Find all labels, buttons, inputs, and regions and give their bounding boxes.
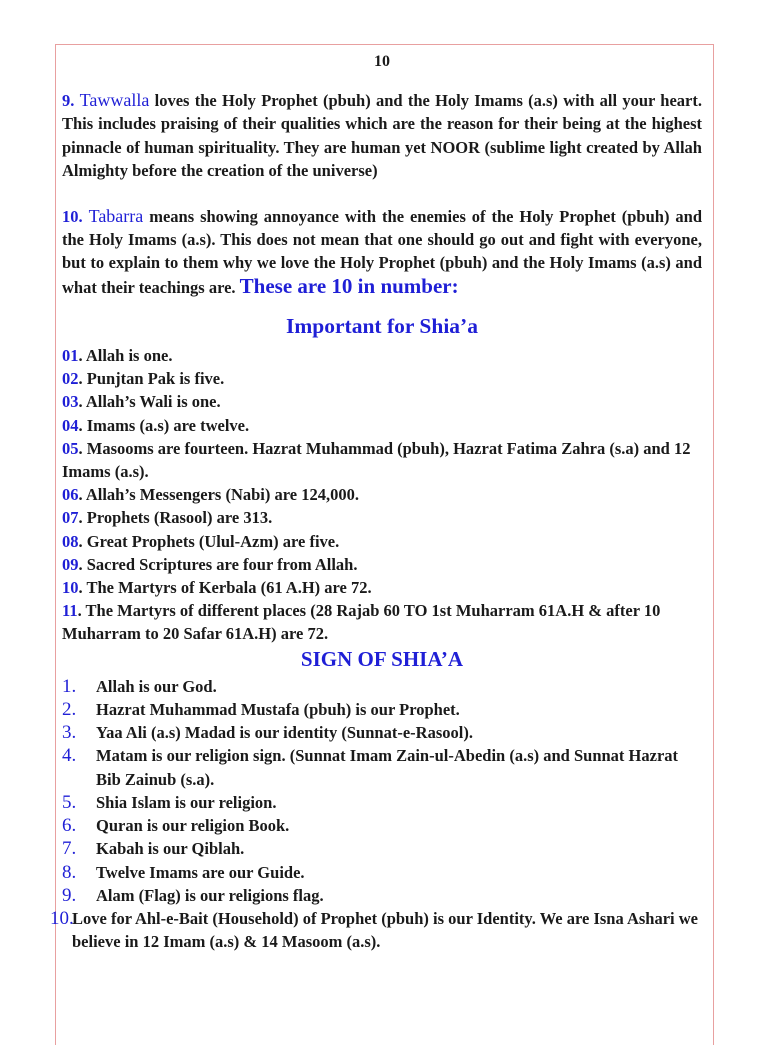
term-tawwalla: Tawwalla xyxy=(79,90,150,111)
list-item xyxy=(62,837,702,860)
paragraph-tabarra xyxy=(62,205,702,299)
item-text: . Masooms are fourteen. Hazrat Muhammad (pbuh), Hazrat Fatima Zahra (s.a) and 12 Imams (a.s). xyxy=(62,438,691,482)
document-page xyxy=(50,50,702,953)
list-item xyxy=(62,437,702,483)
list-item xyxy=(62,506,702,529)
list-item xyxy=(62,791,702,814)
item-number: 6. xyxy=(62,815,77,837)
item-text: Twelve Imams are our Guide. xyxy=(96,862,305,882)
list-item xyxy=(62,884,702,907)
list-item xyxy=(62,553,702,576)
item-text: . Allah’s Wali is one. xyxy=(78,392,221,412)
item-number: 8. xyxy=(62,861,77,883)
item-number: 5. xyxy=(62,791,77,813)
list-item xyxy=(62,367,702,390)
para-number: 9. xyxy=(62,91,75,111)
item-number: 06 xyxy=(62,485,79,505)
item-number: 9. xyxy=(62,884,77,906)
item-number: 10. xyxy=(50,907,74,929)
item-number: 09 xyxy=(62,554,79,574)
item-text: . Allah is one. xyxy=(78,346,173,366)
sign-list xyxy=(50,675,702,953)
item-text: Shia Islam is our religion. xyxy=(96,792,277,812)
item-number: 3. xyxy=(62,722,77,744)
list-item xyxy=(62,483,702,506)
item-text: . Sacred Scriptures are four from Allah. xyxy=(78,554,358,574)
item-number: 02 xyxy=(62,369,79,389)
item-text: . Prophets (Rasool) are 313. xyxy=(78,508,273,528)
item-text: . The Martyrs of Kerbala (61 A.H) are 72. xyxy=(78,578,372,598)
item-number: 10 xyxy=(62,578,79,598)
item-text: . Great Prophets (Ulul-Azm) are five. xyxy=(78,531,340,551)
item-number: 08 xyxy=(62,531,79,551)
list-item xyxy=(62,414,702,437)
item-text: Kabah is our Qiblah. xyxy=(96,839,245,859)
item-text: . Punjtan Pak is five. xyxy=(78,369,225,389)
paragraph-text: loves the Holy Prophet (pbuh) and the Holy Imams (a.s) with all your heart. This includes praising of their qualities which are the reason for their being at the highest pinnacle of human spirituality. They are human yet NOOR (sublime light created by Allah Almighty before the creation of the universe) xyxy=(62,91,702,180)
item-text: Alam (Flag) is our religions flag. xyxy=(96,885,324,905)
list-item xyxy=(62,390,702,413)
item-number: 7. xyxy=(62,838,77,860)
item-number: 04 xyxy=(62,415,79,435)
item-number: 05 xyxy=(62,438,79,458)
item-text: . The Martyrs of different places (28 Rajab 60 TO 1st Muharram 61A.H & after 10 Muharram to 20 Safar 61A.H) are 72. xyxy=(62,601,661,644)
heading-important: Important for Shia’a xyxy=(286,313,478,338)
important-list xyxy=(62,344,702,646)
list-item xyxy=(62,344,702,367)
item-number: 03 xyxy=(62,392,79,412)
paragraph-tawwalla xyxy=(62,89,702,182)
item-number: 11 xyxy=(62,601,78,621)
item-number: 07 xyxy=(62,508,79,528)
item-number: 01 xyxy=(62,346,79,366)
para-number: 10. xyxy=(62,207,83,227)
list-item xyxy=(62,721,702,744)
list-item xyxy=(62,576,702,599)
paragraph-text: means showing annoyance with the enemies of the Holy Prophet (pbuh) and the Holy Imams (a.s). This does not mean that one should go out and fight with everyone, but to explain to them why we love the Holy Prophet (pbuh) and the Holy Imams (a.s) and what their teachings are. xyxy=(62,207,702,297)
item-text: Love for Ahl-e-Bait (Household) of Prophet (pbuh) is our Identity. We are Isna Ashari we believe in 12 Imam (a.s) & 14 Masoom (a.s). xyxy=(72,908,698,952)
list-item xyxy=(62,675,702,698)
item-text: . Imams (a.s) are twelve. xyxy=(78,415,250,435)
list-item xyxy=(62,530,702,553)
item-text: Hazrat Muhammad Mustafa (pbuh) is our Prophet. xyxy=(96,700,460,720)
item-number: 1. xyxy=(62,675,77,697)
heading-sign: SIGN OF SHIA’A xyxy=(300,646,464,671)
list-item xyxy=(62,814,702,837)
term-tabarra: Tabarra xyxy=(88,206,144,227)
item-number: 2. xyxy=(62,699,77,721)
item-number: 4. xyxy=(62,745,77,767)
emphasis-text: These are 10 in number: xyxy=(239,273,459,298)
item-text: . Allah’s Messengers (Nabi) are 124,000. xyxy=(78,485,359,505)
list-item xyxy=(62,861,702,884)
item-text: Quran is our religion Book. xyxy=(96,816,290,836)
item-text: Yaa Ali (a.s) Madad is our identity (Sunnat-e-Rasool). xyxy=(96,723,473,743)
list-item xyxy=(62,744,702,790)
item-text: Matam is our religion sign. (Sunnat Imam Zain-ul-Abedin (a.s) and Sunnat Hazrat Bib Zainub (s.a). xyxy=(96,746,679,789)
list-item xyxy=(50,907,702,953)
item-text: Allah is our God. xyxy=(96,676,217,696)
list-item xyxy=(62,698,702,721)
list-item xyxy=(62,599,702,645)
page-number: 10 xyxy=(374,53,390,70)
